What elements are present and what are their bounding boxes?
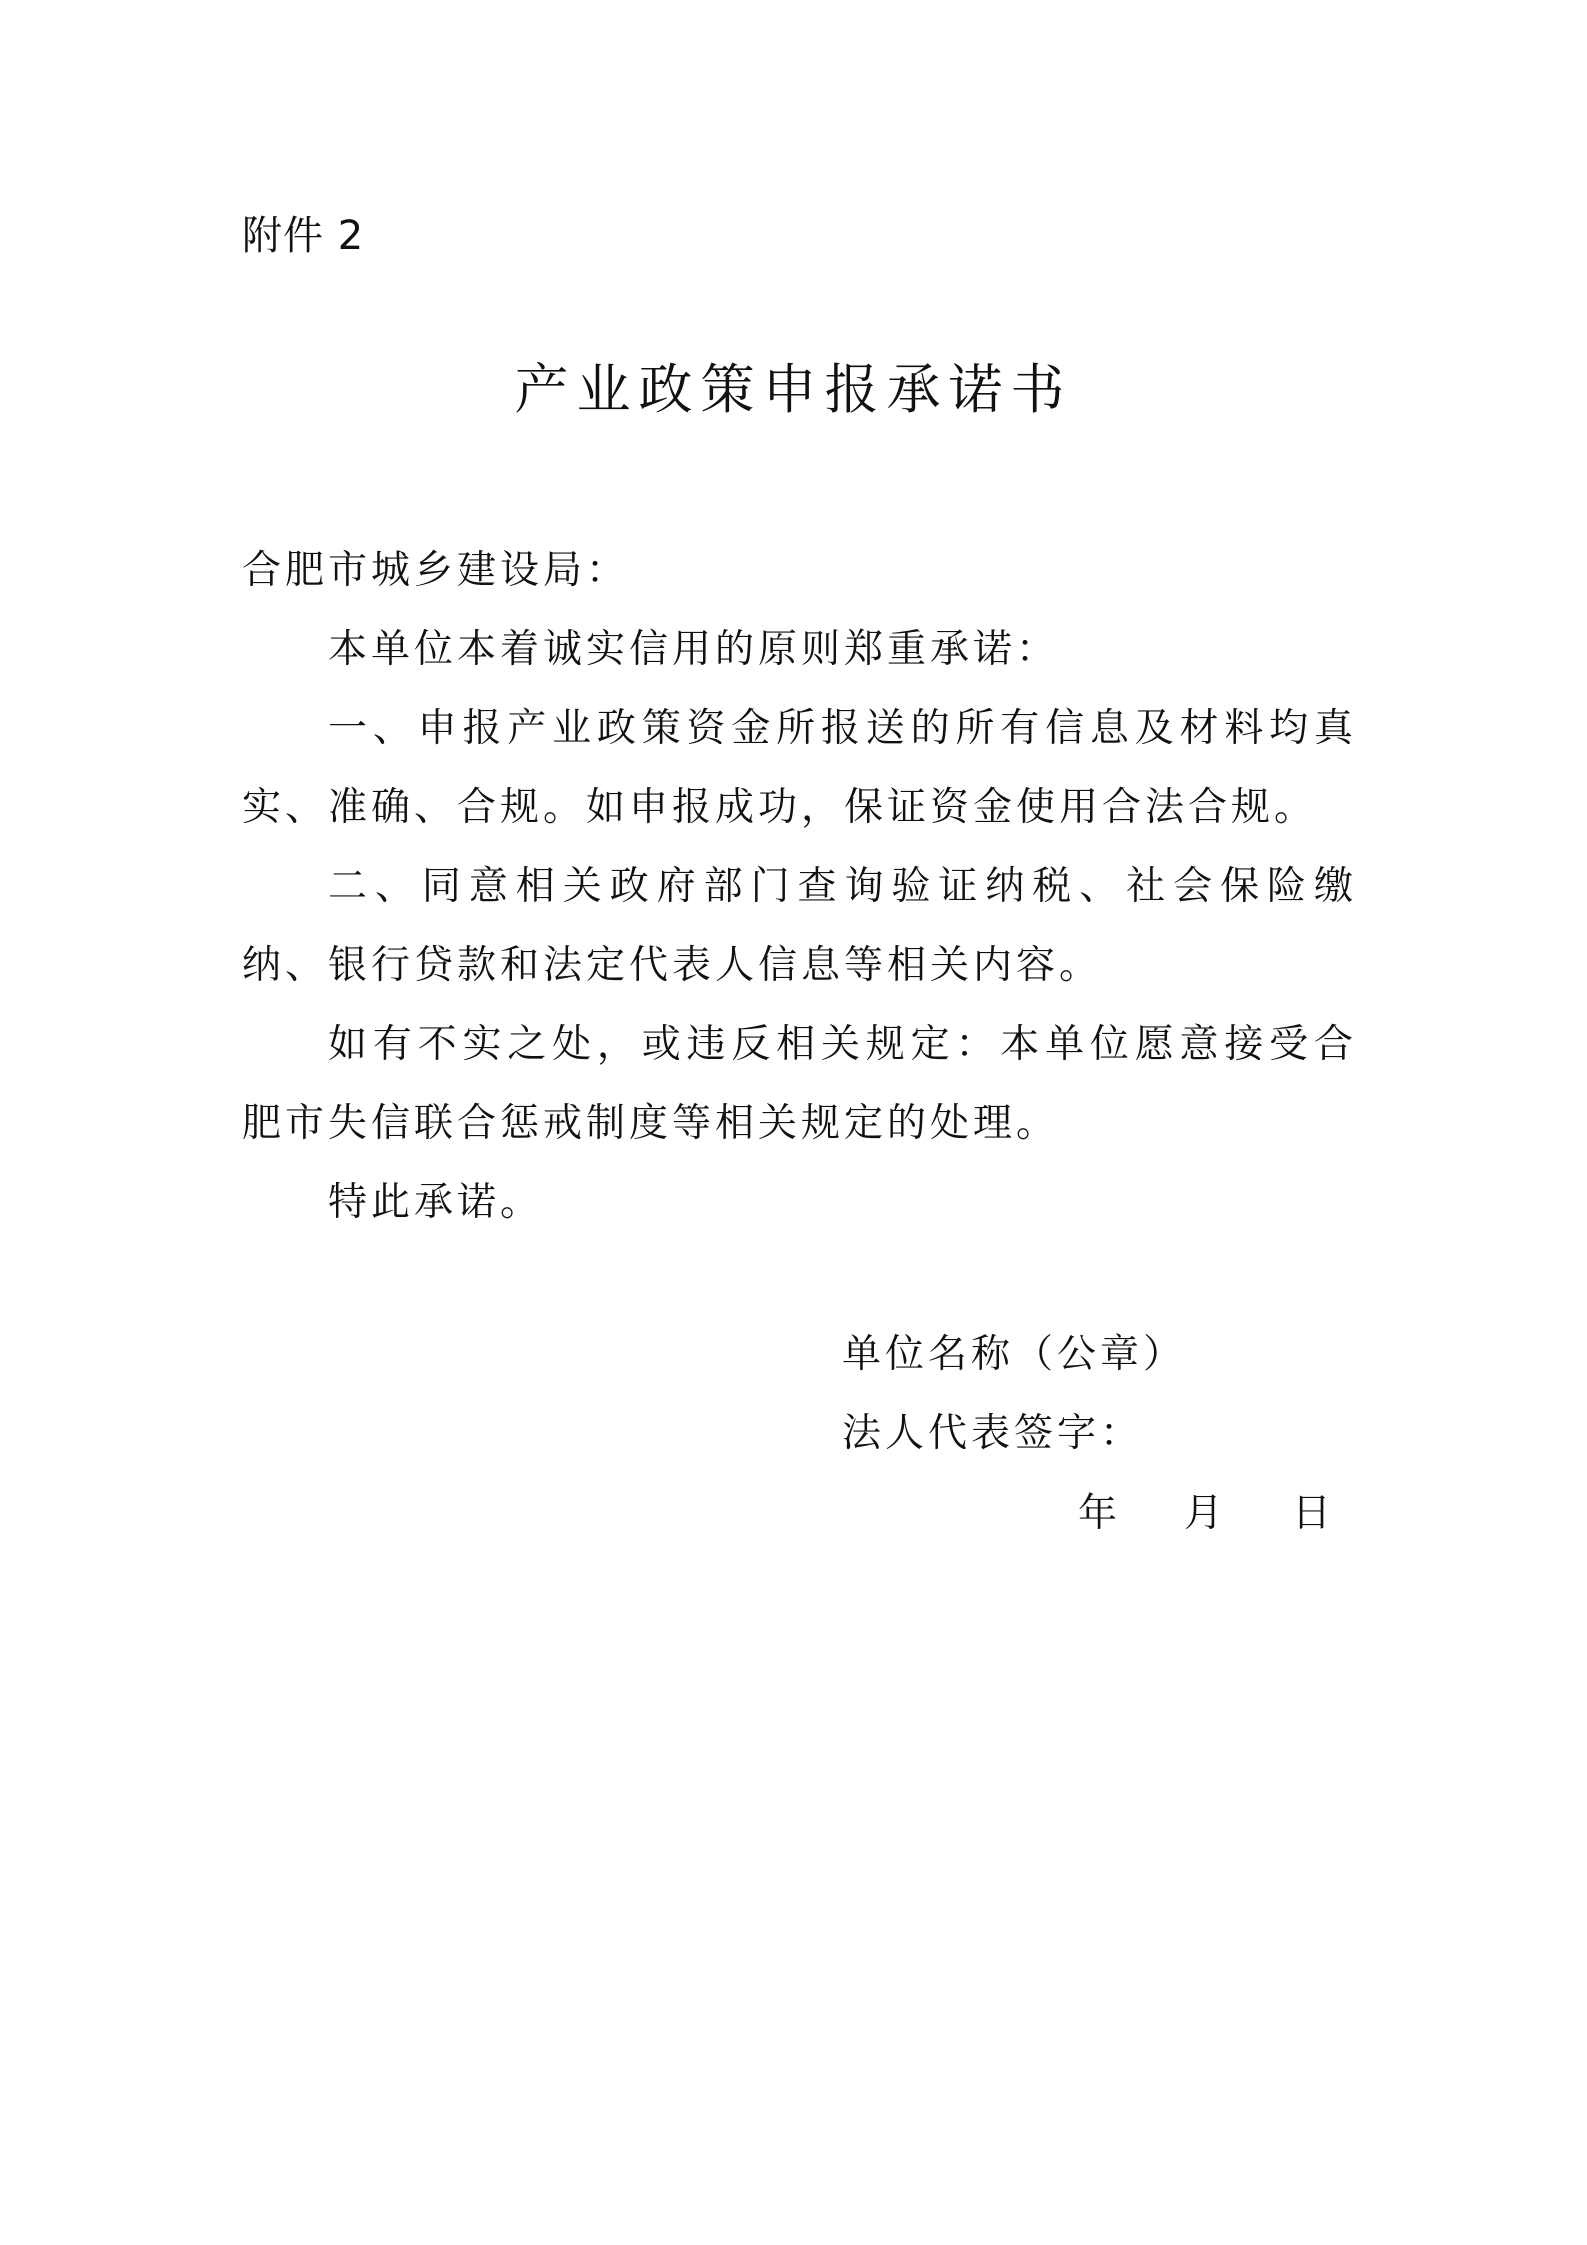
document-body (242, 531, 1357, 1242)
paragraph-item-two: 二、同意相关政府部门查询验证纳税、社会保险缴纳、银行贷款和法定代表人信息等相关内容。 (242, 864, 1357, 988)
date-year-label: 年 (1078, 1491, 1118, 1536)
document-title: 产业政策申报承诺书 (514, 358, 1073, 421)
signature-legal-representative: 法人代表签字： (842, 1411, 1144, 1456)
paragraph-item-one: 一、申报产业政策资金所报送的所有信息及材料均真实、准确、合规。如申报成功，保证资金使用合法合规。 (242, 706, 1357, 830)
paragraph-intro: 本单位本着诚实信用的原则郑重承诺： (328, 627, 1060, 672)
date-day-label: 日 (1292, 1491, 1332, 1536)
signature-date (1078, 1486, 1342, 1542)
paragraph-penalty: 如有不实之处，或违反相关规定：本单位愿意接受合肥市失信联合惩戒制度等相关规定的处理。 (242, 1022, 1357, 1146)
paragraph-closing: 特此承诺。 (328, 1180, 544, 1225)
attachment-label: 附件 2 (242, 213, 365, 259)
signature-unit-name: 单位名称（公章） (842, 1332, 1187, 1377)
salutation: 合肥市城乡建设局： (242, 548, 630, 593)
date-month-label: 月 (1184, 1491, 1224, 1536)
